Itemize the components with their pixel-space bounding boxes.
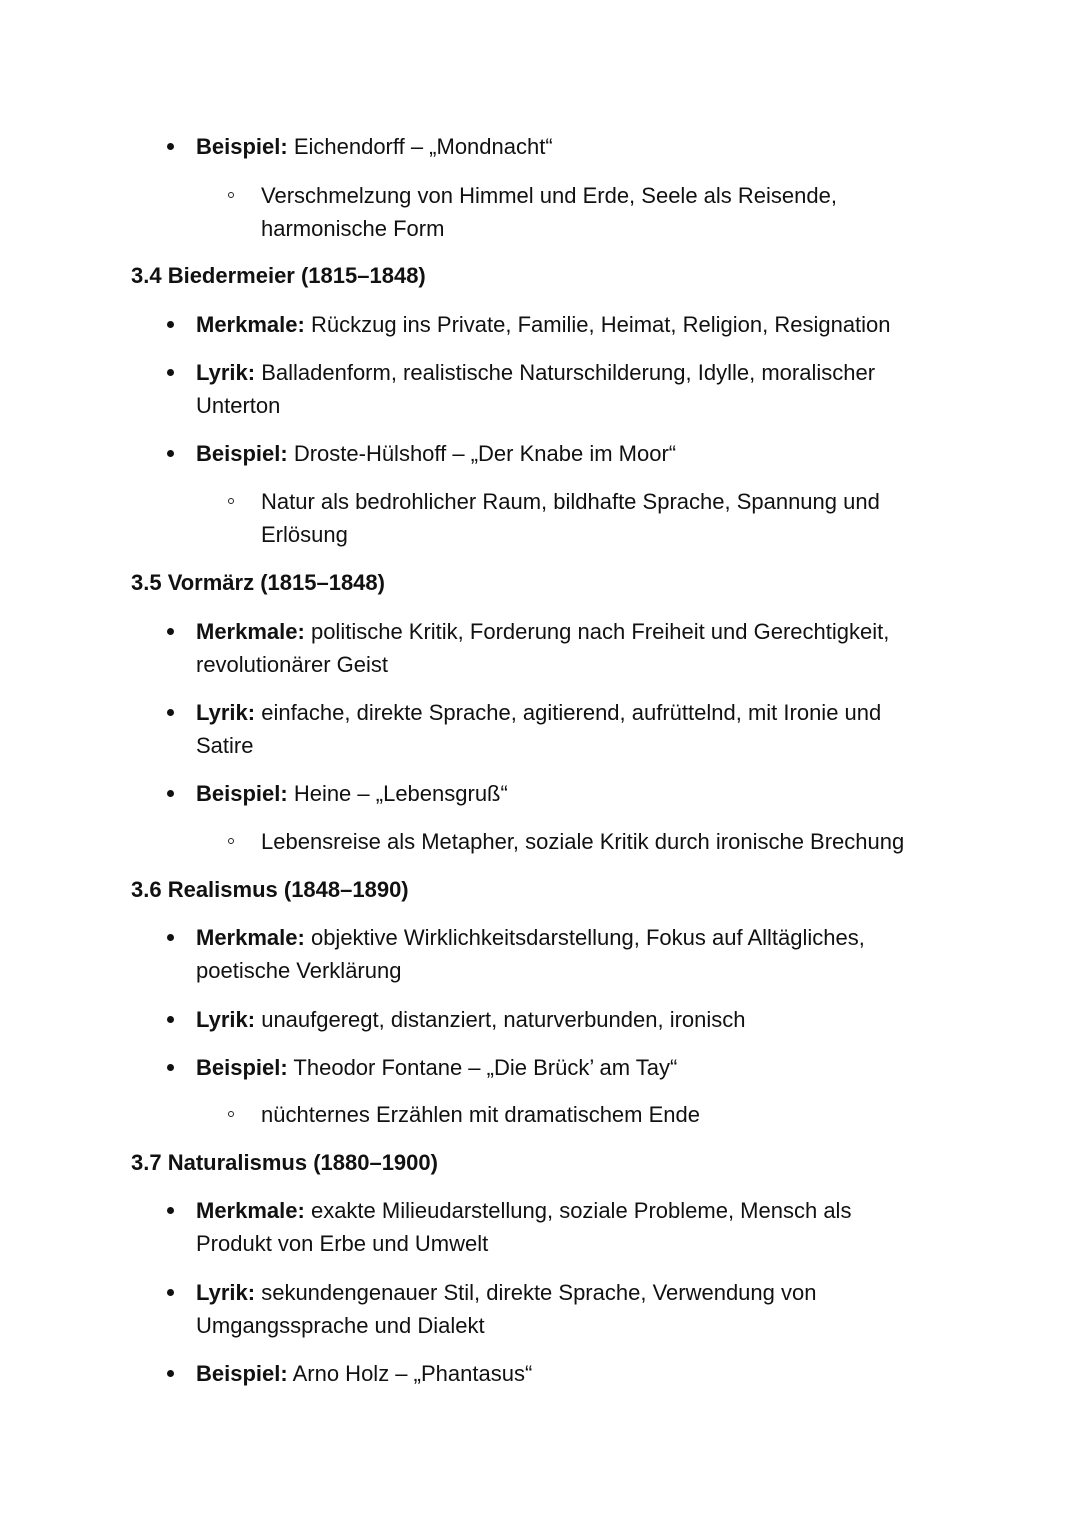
bullet-icon <box>167 1370 174 1377</box>
sub-item-continuation: harmonische Form <box>261 216 445 241</box>
item-text: politische Kritik, Forderung nach Freiheit und Gerechtigkeit, <box>304 619 890 644</box>
section-heading: 3.4 Biedermeier (1815–1848) <box>131 263 426 288</box>
item-text: Droste-Hülshoff – „Der Knabe im Moor“ <box>287 441 677 466</box>
sub-item-text: Lebensreise als Metapher, soziale Kritik durch ironische Brechung <box>261 829 905 854</box>
item-label: Lyrik: <box>196 700 256 725</box>
section-heading: 3.7 Naturalismus (1880–1900) <box>131 1150 438 1175</box>
list-item <box>196 437 676 470</box>
sub-item-text: Verschmelzung von Himmel und Erde, Seele als Reisende, <box>261 183 837 208</box>
circle-bullet-icon <box>228 192 234 198</box>
item-text: einfache, direkte Sprache, agitierend, aufrüttelnd, mit Ironie und <box>255 700 882 725</box>
item-text: exakte Milieudarstellung, soziale Probleme, Mensch als <box>304 1198 852 1223</box>
sub-list-item <box>261 485 880 518</box>
item-continuation: Umgangssprache und Dialekt <box>196 1313 485 1338</box>
item-label: Beispiel: <box>196 441 288 466</box>
bullet-icon <box>167 934 174 941</box>
item-continuation: Unterton <box>196 393 281 418</box>
circle-bullet-icon <box>228 838 234 844</box>
item-continuation: revolutionärer Geist <box>196 652 388 677</box>
list-item <box>196 777 508 810</box>
list-item <box>196 1194 851 1227</box>
bullet-icon <box>167 450 174 457</box>
item-label: Lyrik: <box>196 1007 256 1032</box>
item-text: objektive Wirklichkeitsdarstellung, Fokus auf Alltägliches, <box>304 925 865 950</box>
sub-list-item <box>261 825 904 858</box>
item-label: Merkmale: <box>196 312 305 337</box>
item-label: Beispiel: <box>196 1361 288 1386</box>
item-text: unaufgeregt, distanziert, naturverbunden, ironisch <box>255 1007 746 1032</box>
list-item <box>196 921 865 954</box>
circle-bullet-icon <box>228 498 234 504</box>
item-label: Lyrik: <box>196 1280 256 1305</box>
list-item <box>196 356 875 389</box>
item-label: Merkmale: <box>196 1198 305 1223</box>
item-continuation: poetische Verklärung <box>196 958 402 983</box>
item-text: Balladenform, realistische Naturschilderung, Idylle, moralischer <box>255 360 876 385</box>
bullet-icon <box>167 1207 174 1214</box>
item-label: Lyrik: <box>196 360 256 385</box>
sub-item-text: Natur als bedrohlicher Raum, bildhafte Sprache, Spannung und <box>261 489 880 514</box>
list-item <box>196 1357 532 1390</box>
item-label: Beispiel: <box>196 1055 288 1080</box>
item-text: sekundengenauer Stil, direkte Sprache, Verwendung von <box>255 1280 817 1305</box>
bullet-icon <box>167 1064 174 1071</box>
sub-item-text: nüchternes Erzählen mit dramatischem Ende <box>261 1102 700 1127</box>
item-text: Heine – „Lebensgruß“ <box>287 781 508 806</box>
item-text: Eichendorff – „Mondnacht“ <box>287 134 553 159</box>
item-text: Theodor Fontane – „Die Brück’ am Tay“ <box>287 1055 678 1080</box>
list-item <box>196 1276 816 1309</box>
list-item <box>196 1051 677 1084</box>
list-item <box>196 130 553 163</box>
bullet-icon <box>167 321 174 328</box>
item-text: Rückzug ins Private, Familie, Heimat, Religion, Resignation <box>304 312 891 337</box>
item-continuation: Produkt von Erbe und Umwelt <box>196 1231 489 1256</box>
sub-list-item <box>261 1098 700 1131</box>
circle-bullet-icon <box>228 1111 234 1117</box>
list-item <box>196 696 881 729</box>
bullet-icon <box>167 369 174 376</box>
bullet-icon <box>167 143 174 150</box>
bullet-icon <box>167 709 174 716</box>
bullet-icon <box>167 1016 174 1023</box>
item-text: Arno Holz – „Phantasus“ <box>287 1361 533 1386</box>
item-label: Merkmale: <box>196 619 305 644</box>
bullet-icon <box>167 1289 174 1296</box>
bullet-icon <box>167 628 174 635</box>
item-continuation: Satire <box>196 733 254 758</box>
section-heading: 3.5 Vormärz (1815–1848) <box>131 570 385 595</box>
sub-list-item <box>261 179 837 212</box>
bullet-icon <box>167 790 174 797</box>
section-heading: 3.6 Realismus (1848–1890) <box>131 877 409 902</box>
list-item <box>196 308 891 341</box>
list-item <box>196 615 889 648</box>
list-item <box>196 1003 746 1036</box>
item-label: Beispiel: <box>196 781 288 806</box>
item-label: Merkmale: <box>196 925 305 950</box>
item-label: Beispiel: <box>196 134 288 159</box>
sub-item-continuation: Erlösung <box>261 522 348 547</box>
